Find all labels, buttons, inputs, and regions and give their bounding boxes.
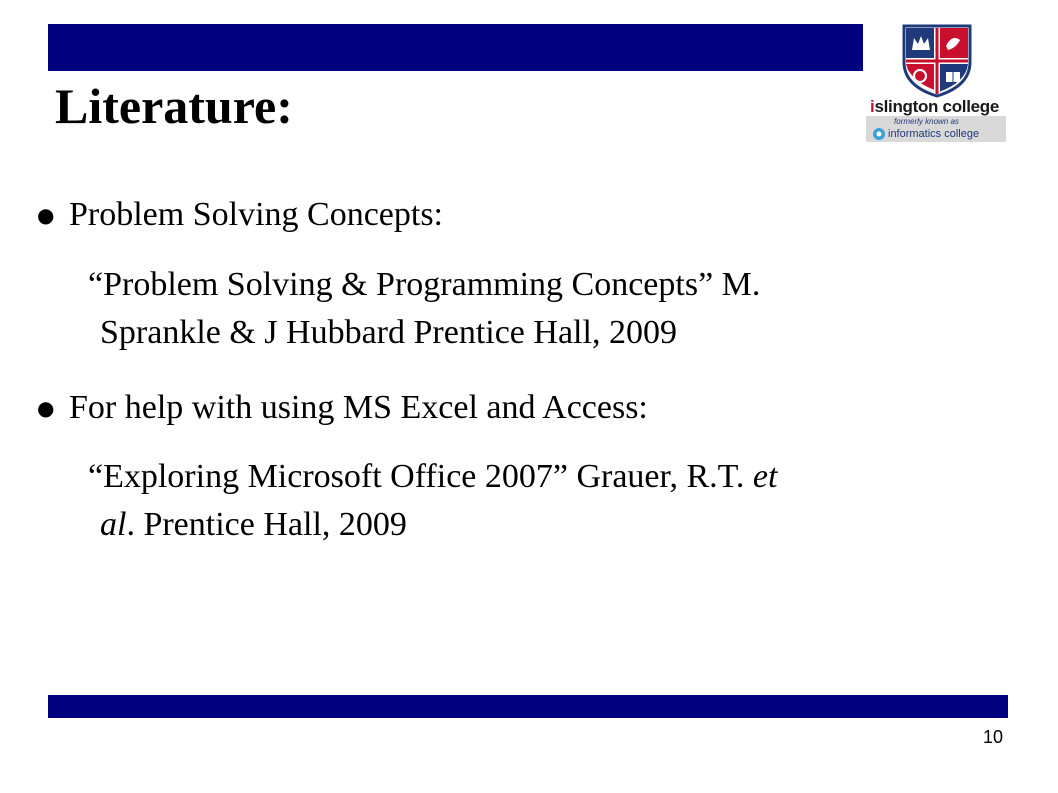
informatics-icon <box>872 127 886 141</box>
reference-2-line-2: al. Prentice Hall, 2009 <box>100 506 407 543</box>
reference-2-line-1: “Exploring Microsoft Office 2007” Grauer, R.T. et <box>88 458 778 495</box>
logo-subtitle-panel <box>866 116 1006 142</box>
bullet-text: Problem Solving Concepts: <box>69 196 443 233</box>
bullet-dot-icon: ● <box>37 396 55 420</box>
bullet-dot-icon: ● <box>37 203 55 227</box>
reference-1-line-1: “Problem Solving & Programming Concepts” M. <box>88 266 761 303</box>
reference-1-line-2: Sprankle & J Hubbard Prentice Hall, 2009 <box>100 314 677 351</box>
bottom-banner-bar <box>48 695 1008 718</box>
logo-subtitle-line2: informatics college <box>888 128 980 140</box>
top-banner-bar <box>48 24 863 71</box>
shield-crest-icon <box>862 20 1012 100</box>
logo-subtitle-line1: formerly known as <box>894 117 959 126</box>
slide-title: Literature: <box>55 78 293 134</box>
college-logo <box>862 20 1012 144</box>
bullet-text: For help with using MS Excel and Access: <box>69 389 648 426</box>
page-number: 10 <box>983 727 1004 747</box>
logo-wordmark: islington college <box>870 97 1000 116</box>
